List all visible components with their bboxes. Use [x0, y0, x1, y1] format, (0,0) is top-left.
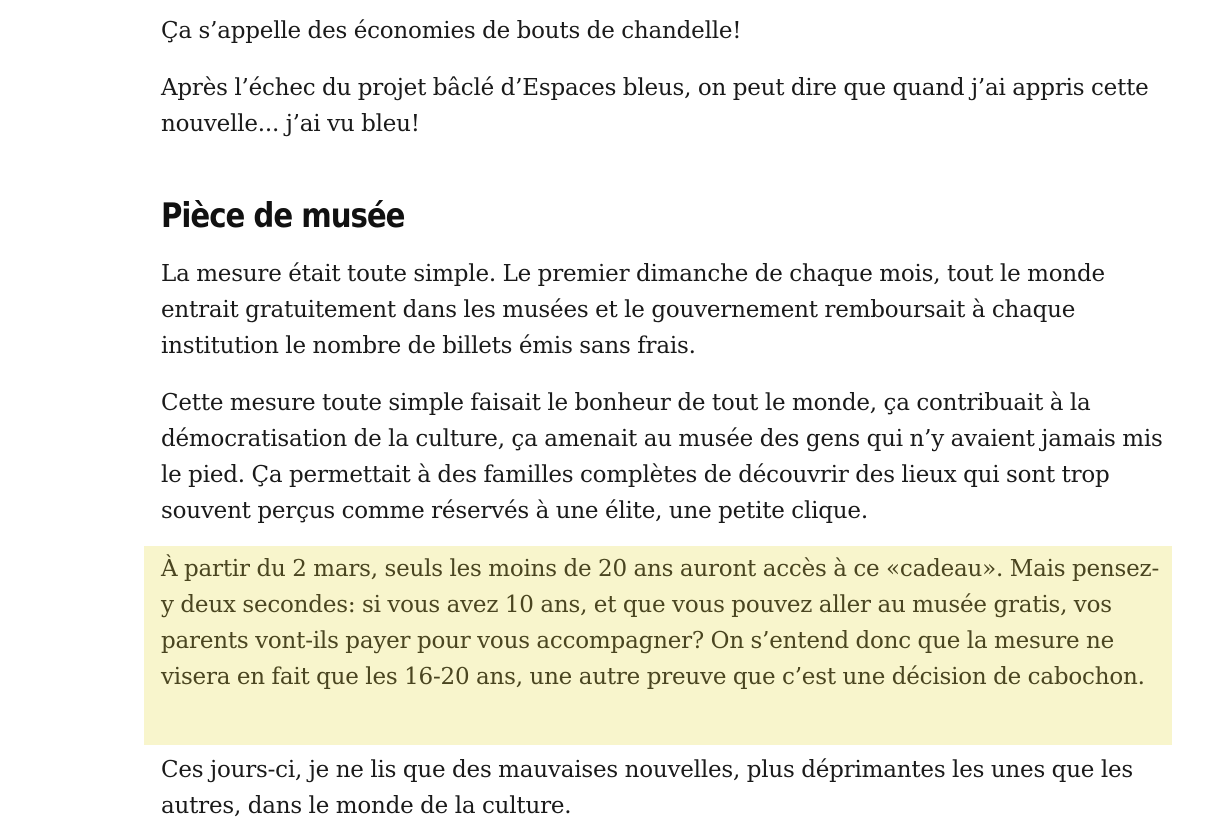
section-heading: Pièce de musée [161, 196, 405, 236]
highlighted-paragraph: À partir du 2 mars, seuls les moins de 20 ans auront accès à ce «cadeau». Mais pensez-y deux secondes: si vous avez 10 ans, et que vous pouvez aller au musée gratis, vos parents vont-ils payer pour vous accompagner? On s’entend donc que la mesure ne visera en fait que les 16-20 ans, une autre preuve que c’est une décision de cabochon. [161, 556, 1160, 690]
paragraph-economies: Ça s’appelle des économies de bouts de chandelle! [161, 18, 742, 44]
paragraph-mauvaises-nouvelles: Ces jours-ci, je ne lis que des mauvaises nouvelles, plus déprimantes les unes que les autres, dans le monde de la culture. [161, 757, 1133, 819]
paragraph-espaces-bleus: Après l’échec du projet bâclé d’Espaces bleus, on peut dire que quand j’ai appris cette nouvelle... j’ai vu bleu! [161, 75, 1149, 137]
paragraph-democratisation: Cette mesure toute simple faisait le bonheur de tout le monde, ça contribuait à la démocratisation de la culture, ça amenait au musée des gens qui n’y avaient jamais mis le pied. Ça permettait à des familles complètes de découvrir des lieux qui sont trop souvent perçus comme réservés à une élite, une petite clique. [161, 390, 1163, 524]
paragraph-mesure: La mesure était toute simple. Le premier dimanche de chaque mois, tout le monde entrait gratuitement dans les musées et le gouvernement remboursait à chaque institution le nombre de billets émis sans frais. [161, 261, 1105, 359]
